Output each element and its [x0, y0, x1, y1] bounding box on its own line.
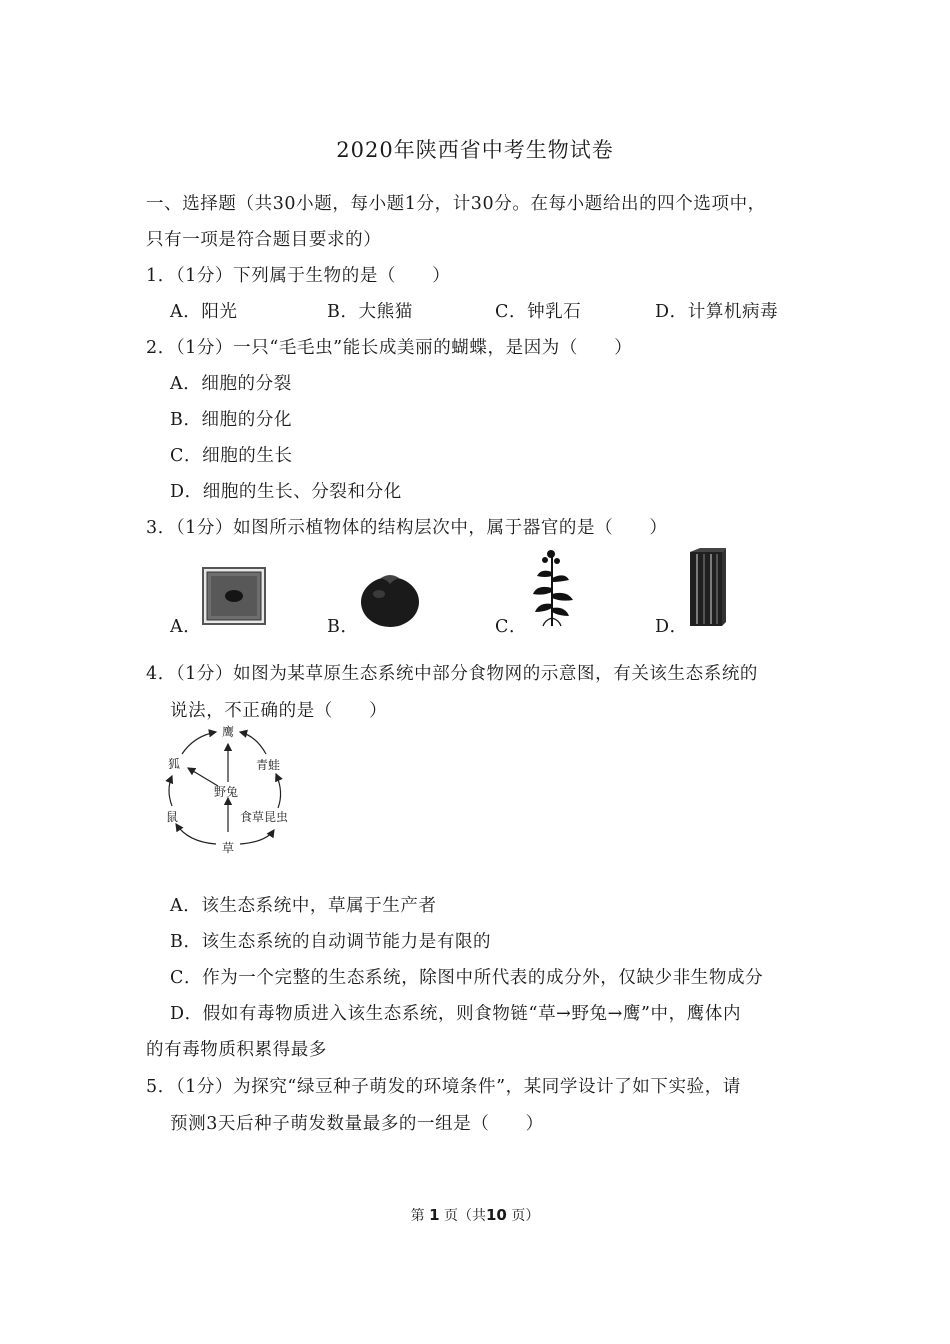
- footer-suffix: 页）: [511, 1208, 540, 1224]
- question-4-stem-line2: 说法，不正确的是（ ）: [170, 701, 388, 721]
- question-2-option-a: A．细胞的分裂: [170, 374, 292, 394]
- question-2-option-c: C．细胞的生长: [170, 446, 293, 466]
- tomato-image: [359, 570, 421, 628]
- diagram-label-fox: 狐: [168, 757, 181, 771]
- question-4-option-a: A．该生态系统中，草属于生产者: [170, 896, 437, 916]
- food-web-diagram: [160, 724, 310, 859]
- plant-image: [527, 548, 577, 628]
- question-5-stem-line1: 5．（1分）为探究“绿豆种子萌发的环境条件”，某同学设计了如下实验，请: [146, 1077, 741, 1097]
- page-title: 2020年陕西省中考生物试卷: [336, 138, 614, 162]
- question-4-stem-line1: 4．（1分）如图为某草原生态系统中部分食物网的示意图，有关该生态系统的: [146, 664, 759, 684]
- question-1-option-d: D．计算机病毒: [655, 302, 779, 322]
- footer-middle: 页（共: [444, 1208, 486, 1224]
- diagram-label-grass: 草: [222, 841, 235, 855]
- question-4-option-c: C．作为一个完整的生态系统，除图中所代表的成分外，仅缺少非生物成分: [170, 968, 764, 988]
- question-3-stem: 3．（1分）如图所示植物体的结构层次中，属于器官的是（ ）: [146, 518, 668, 538]
- diagram-label-mouse: 鼠: [166, 810, 179, 824]
- diagram-label-insect: 食草昆虫: [240, 810, 289, 824]
- question-3-option-a: A．: [170, 617, 202, 637]
- question-3-option-c: C．: [495, 617, 528, 637]
- tissue-image: [686, 548, 726, 628]
- footer-page-number: 1: [429, 1206, 440, 1224]
- diagram-label-rabbit: 野兔: [214, 785, 239, 799]
- footer-prefix: 第: [410, 1208, 425, 1224]
- question-1-stem: 1．（1分）下列属于生物的是（ ）: [146, 266, 451, 286]
- question-1-option-a: A．阳光: [170, 302, 238, 322]
- cell-image: [201, 566, 267, 626]
- question-2-stem: 2．（1分）一只“毛毛虫”能长成美丽的蝴蝶，是因为（ ）: [146, 338, 633, 358]
- question-1-option-c: C．钟乳石: [495, 302, 582, 322]
- question-5-stem-line2: 预测3天后种子萌发数量最多的一组是（ ）: [170, 1114, 544, 1134]
- question-4-option-b: B．该生态系统的自动调节能力是有限的: [170, 932, 492, 952]
- section-header-line1: 一、选择题（共30小题，每小题1分，计30分。在每小题给出的四个选项中，: [146, 194, 766, 214]
- question-4-option-d-line1: D．假如有毒物质进入该生态系统，则食物链“草→野兔→鹰”中，鹰体内: [170, 1004, 742, 1024]
- page-footer: [0, 1205, 950, 1225]
- question-1-option-b: B．大熊猫: [327, 302, 413, 322]
- section-header-line2: 只有一项是符合题目要求的）: [146, 230, 382, 250]
- question-3-option-d: D．: [655, 617, 688, 637]
- question-3-option-b: B．: [327, 617, 359, 637]
- question-2-option-b: B．细胞的分化: [170, 410, 293, 430]
- diagram-label-frog: 青蛙: [256, 758, 281, 772]
- footer-total-pages: 10: [486, 1206, 507, 1224]
- question-4-option-d-line2: 的有毒物质积累得最多: [146, 1040, 327, 1060]
- question-2-option-d: D．细胞的生长、分裂和分化: [170, 482, 402, 502]
- diagram-label-eagle: 鹰: [222, 725, 235, 739]
